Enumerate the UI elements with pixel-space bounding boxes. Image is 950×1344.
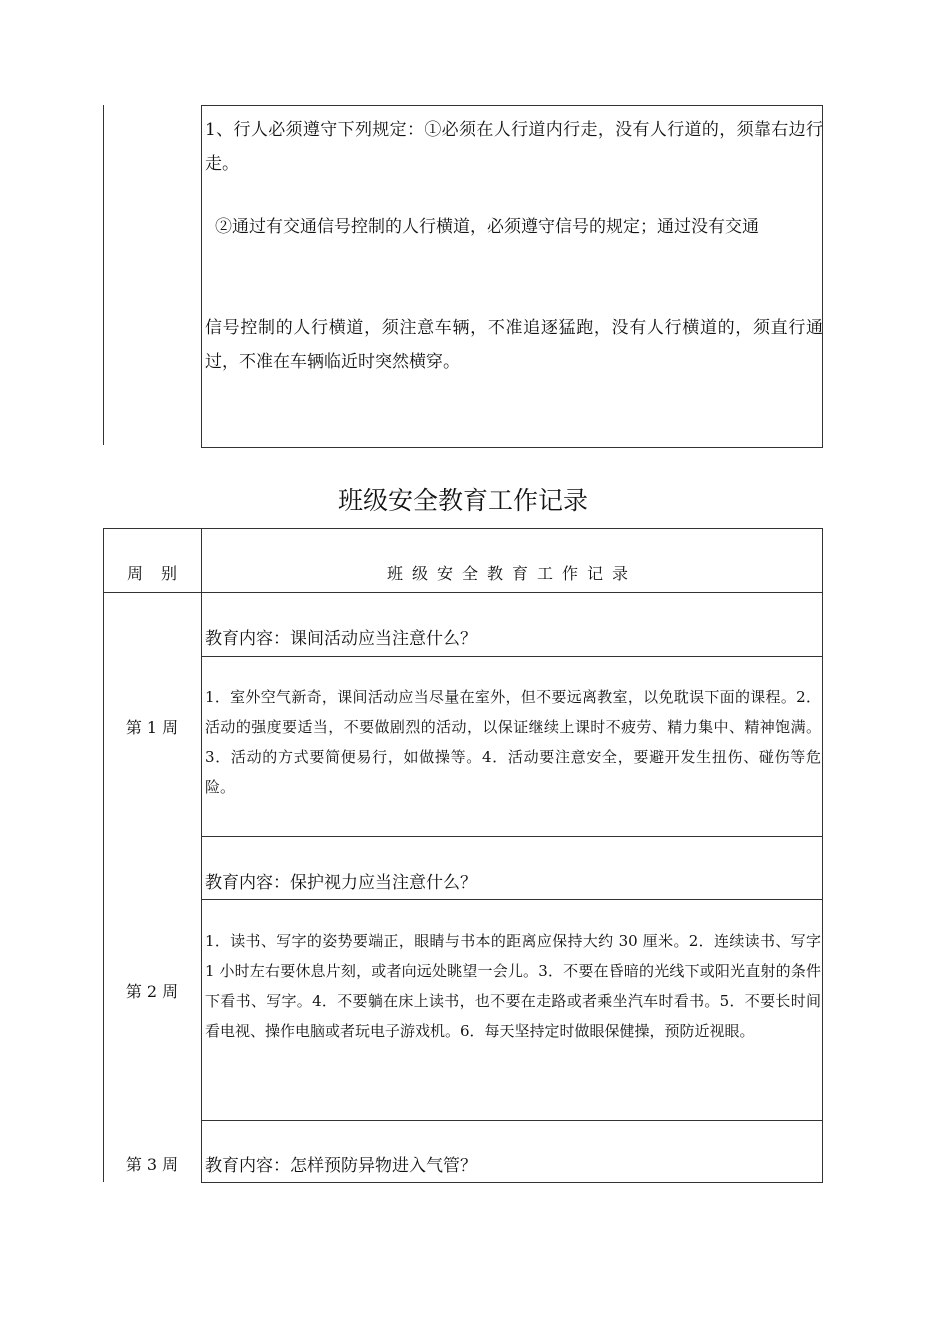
week-3-topic: 教育内容：怎样预防异物进入气管？ [205, 1156, 477, 1176]
week-1-label: 第 1 周 [125, 718, 179, 737]
week2-bottom-divider [201, 1120, 823, 1121]
page-title: 班级安全教育工作记录 [337, 486, 588, 515]
table-bottom-border [201, 1182, 823, 1183]
upper-paragraph-2: ②通过有交通信号控制的人行横道，必须遵守信号的规定；通过没有交通 [215, 217, 759, 237]
week1-bottom-divider [201, 836, 823, 837]
week-2-label: 第 2 周 [125, 982, 179, 1001]
week-2-topic: 教育内容：保护视力应当注意什么？ [205, 873, 477, 893]
header-week: 周 别 [126, 564, 178, 583]
week2-topic-divider [201, 899, 823, 900]
table-column-divider [201, 528, 202, 1183]
table-right-border [822, 528, 823, 1183]
week-1-content: 1．室外空气新奇，课间活动应当尽量在室外，但不要远离教室，以免耽误下面的课程。2．活动的强度要适当，不要做剧烈的活动，以保证继续上课时不疲劳、精力集中、精神饱满。3．活动的方式要简便易行，如做操等。4．活动要注意安全，要避开发生扭伤、碰伤等危险。 [205, 688, 821, 796]
table-top-border [103, 528, 823, 529]
upper-paragraph-1: 1、行人必须遵守下列规定：①必须在人行道内行走，没有人行道的，须靠右边行走。 [205, 120, 823, 174]
upper-paragraph-3: 信号控制的人行横道，须注意车辆，不准追逐猛跑，没有人行横道的，须直行通过，不准在车辆临近时突然横穿。 [205, 318, 823, 372]
week-2-content: 1．读书、写字的姿势要端正，眼睛与书本的距离应保持大约 30 厘米。2．连续读书、写字 1 小时左右要休息片刻，或者向远处眺望一会儿。3．不要在昏暗的光线下或阳光直射的条件下看书、写字。4．不要躺在床上读书，也不要在走路或者乘坐汽车时看书。5．不要长时间看电视、操作电脑或者玩电子游戏机。6．每天坚持定时做眼保健操，预防近视眼。 [205, 932, 821, 1040]
upper-left-border [103, 105, 104, 445]
week-1-topic: 教育内容：课间活动应当注意什么？ [205, 629, 477, 649]
week1-topic-divider [201, 656, 823, 657]
header-record: 班级安全教育工作记录 [386, 564, 637, 583]
table-left-border [103, 528, 104, 1182]
header-row-bottom [103, 592, 823, 593]
week-3-label: 第 3 周 [125, 1155, 179, 1174]
